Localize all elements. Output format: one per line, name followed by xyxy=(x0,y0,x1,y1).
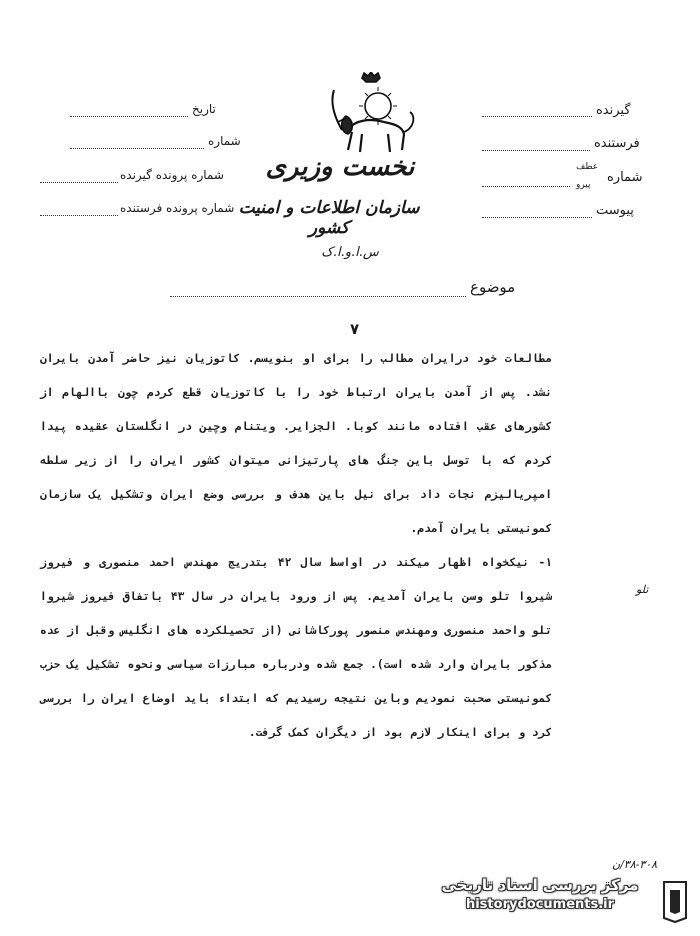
number-field-label: شماره xyxy=(208,134,241,148)
number-ref-line xyxy=(482,186,570,187)
organization-code: س.ا.و.ا.ک xyxy=(321,245,379,260)
subject-line xyxy=(170,296,466,297)
archive-logo-icon xyxy=(658,878,692,924)
organization-subtitle: سازمان اطلاعات و امنیت کشور xyxy=(238,198,420,238)
date-field-label: تاریخ xyxy=(192,102,216,116)
sender-field-label: فرستنده xyxy=(594,136,640,151)
sender-field-line xyxy=(482,150,590,151)
body-paragraph-1: مطالعات خود درایران مطالب را برای او بنویسم. کاتوزیان نیز حاضر آمدن بایران نشد. پس از آمدن بایران ارتباط خود را با کاتوزیان قطع کردم چون باالهام از کشورهای عقب افتاده مانند کوبا. الجزایر. ویتنام وچین در انگلستان عقیده پیدا کردم که با توسل باین جنگ های پارتیزانی میتوان کشور ایران را از زیر سلطه امپریالیزم نجات داد برای نیل باین هدف و بررسی وضع ایران وتشکیل یک سازمان کمونیستی بایران آمدم. xyxy=(40,352,552,535)
recipient-field-line xyxy=(482,116,592,117)
body-paragraph-2: ۱- نیکخواه اظهار میکند در اواسط سال ۴۲ بتدریج مهندس احمد منصوری و فیروز شیروا تلو وسن بایران آمدیم. پس از ورود بایران در سال ۴۳ باتفاق فیروز شیروا تلو واحمد منصوری ومهندس منصور پورکاشانی (از تحصیلکرده های انگلیس وقبل از عده مذکور بایران وارد شده است). جمع شده ودرباره مبارزات سیاسی ونحوه تشکیل یک حزب کمونیستی صحبت نمودیم وباین نتیجه رسیدیم که ابتداء باید اوضاع ایران را بررسی کرد و برای اینکار لازم بود از دیگران کمک گرفت. xyxy=(40,556,552,739)
page-number: ۷ xyxy=(350,320,360,338)
reference-code: ۳۸-۳۰۸/ن xyxy=(612,858,658,871)
margin-note: تلو xyxy=(636,583,649,596)
watermark-url: historydocuments.ir xyxy=(465,897,615,912)
recipient-file-number-label: شماره پرونده گیرنده xyxy=(120,168,224,182)
sender-file-number-line xyxy=(40,215,118,216)
sender-file-number-label: شماره پرونده فرستنده xyxy=(120,201,235,215)
organization-title: نخست وزیری xyxy=(265,152,415,182)
date-field-line xyxy=(70,116,188,117)
recipient-file-number-line xyxy=(40,182,118,183)
archive-watermark xyxy=(425,874,655,914)
number-field-line xyxy=(70,148,204,149)
attachment-field-line xyxy=(482,217,592,218)
attachment-field-label: پیوست xyxy=(596,203,634,218)
recipient-field-label: گیرنده xyxy=(596,103,631,118)
watermark-name: مرکز بررسی اسناد تاریخی xyxy=(441,876,639,894)
lion-and-sun-emblem-icon xyxy=(318,72,428,164)
number-ref-label: شماره xyxy=(607,170,643,185)
reference-sublabel: عطف xyxy=(576,162,599,172)
document-body xyxy=(40,342,552,750)
subject-label: موضوع xyxy=(470,278,516,296)
follow-up-sublabel: پیرو xyxy=(576,180,591,190)
